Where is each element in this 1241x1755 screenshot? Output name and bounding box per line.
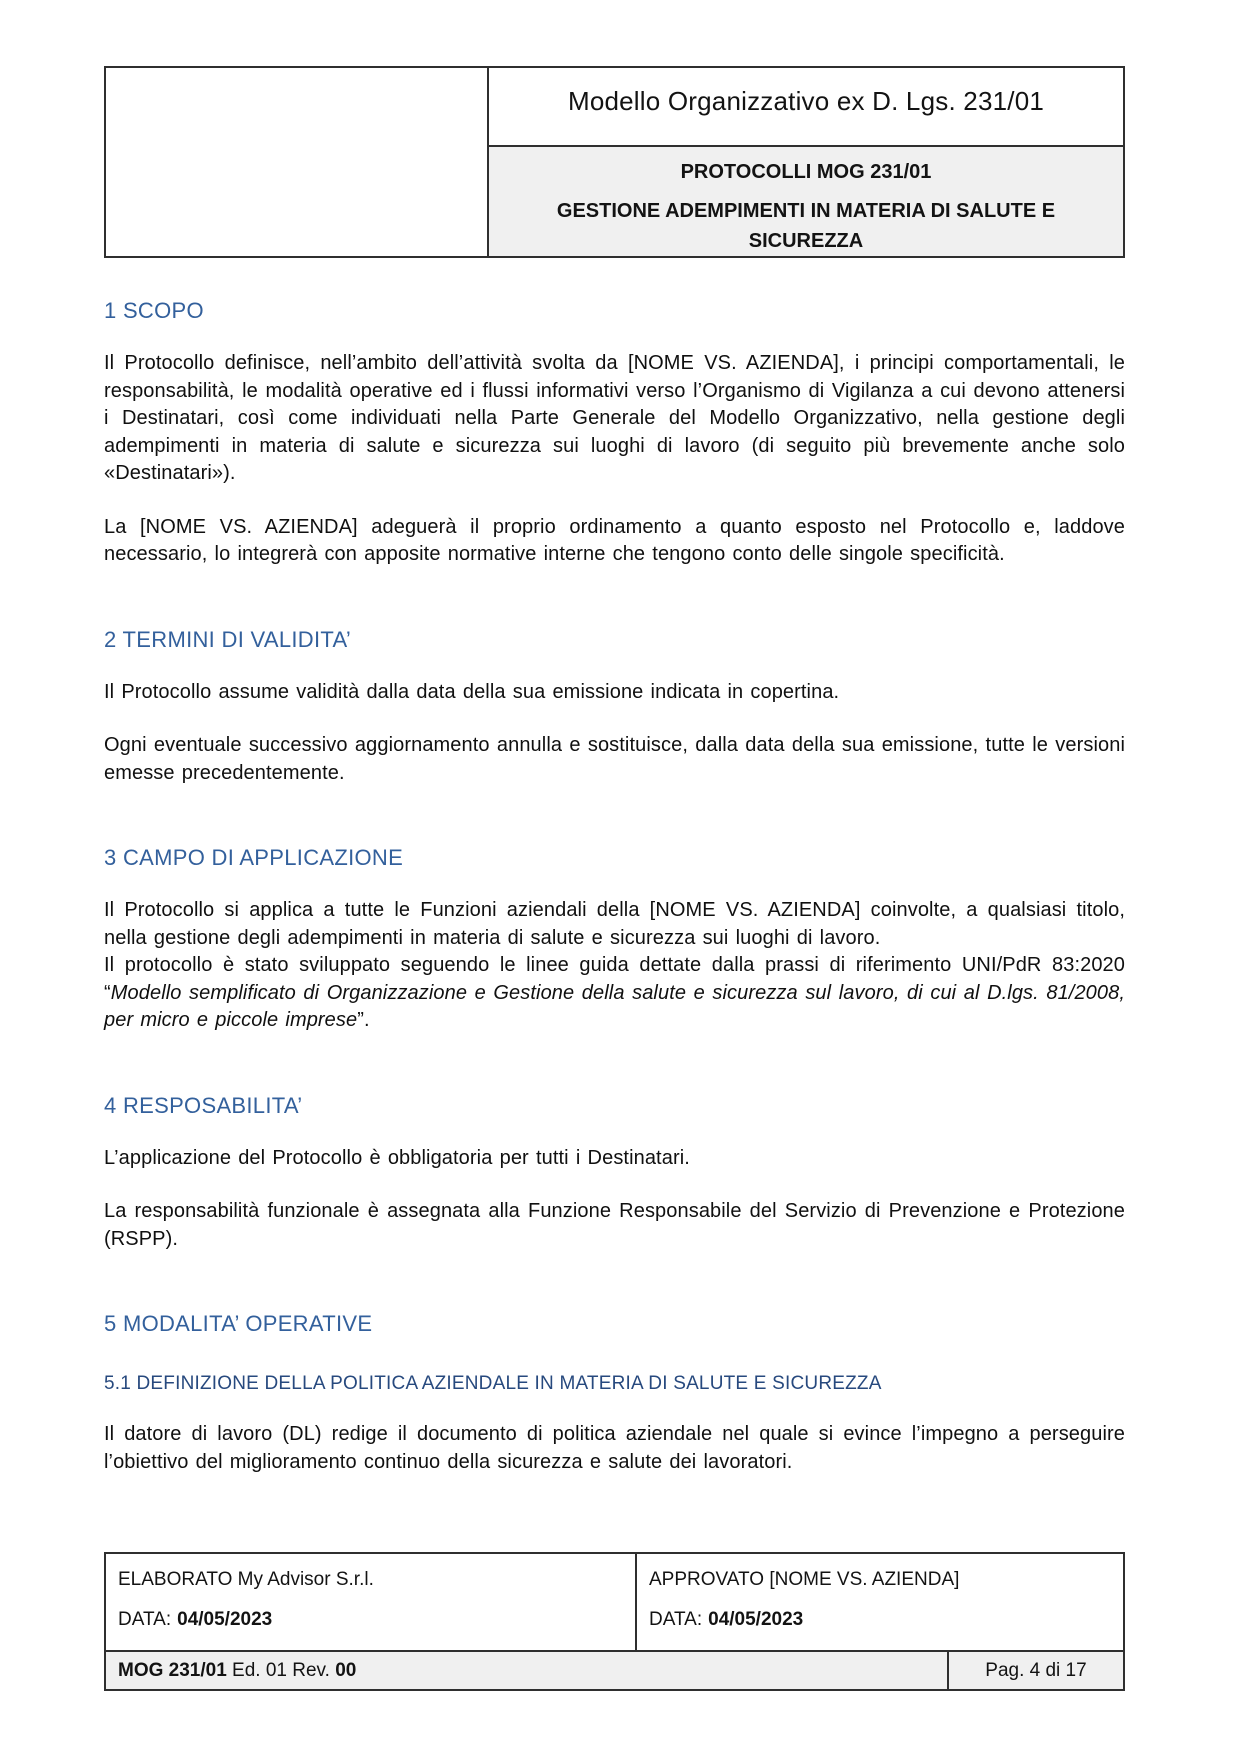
section-heading-responsabilita: 4 RESPOSABILITA’ bbox=[104, 1092, 303, 1118]
document-code bbox=[106, 1652, 947, 1689]
document-model-title: Modello Organizzativo ex D. Lgs. 231/01 bbox=[489, 68, 1123, 147]
header-right-column bbox=[489, 68, 1123, 256]
quoted-reference-text: Modello semplificato di Organizzazione e Gestione della salute e sicurezza sul lavoro, di cui al D.lgs. 81/2008, per micro e piccole imprese bbox=[104, 981, 1125, 1031]
paragraph bbox=[104, 952, 1125, 1035]
paragraph-text: Il protocollo è stato sviluppato seguendo le linee guida dettate dalla prassi di riferimento UNI/PdR 83:2020 “ bbox=[104, 954, 1125, 1004]
header-table bbox=[104, 66, 1125, 258]
footer-elaborato-cell bbox=[106, 1554, 637, 1650]
protocol-line: PROTOCOLLI MOG 231/01 bbox=[680, 161, 932, 183]
section-heading-campo-applicazione: 3 CAMPO DI APPLICAZIONE bbox=[104, 845, 404, 870]
section-heading-termini-validita: 2 TERMINI DI VALIDITA’ bbox=[104, 626, 352, 652]
elaborato-date bbox=[118, 1600, 623, 1640]
paragraph: Il Protocollo definisce, nell’ambito dell’attività svolta da [NOME VS. AZIENDA], i principi comportamentali, le responsabilità, le modalità operative ed i flussi informativi verso l’Organismo di Vigilanza a cui devono attenersi i Destinatari, così come individuati nella Parte Generale del Modello Organizzativo, nella gestione degli adempimenti in materia di salute e sicurezza sui luoghi di lavoro (di seguito più brevemente anche solo «Destinatari»). bbox=[104, 352, 1125, 484]
paragraph: Ogni eventuale successivo aggiornamento annulla e sostituisce, dalla data della sua emissione, tutte le versioni emesse precedentemente. bbox=[104, 734, 1125, 784]
approvato-date bbox=[649, 1600, 1111, 1640]
header-subtitle-cell bbox=[489, 147, 1123, 256]
elaborato-label: ELABORATO My Advisor S.r.l. bbox=[118, 1569, 374, 1590]
approvato-label: APPROVATO [NOME VS. AZIENDA] bbox=[649, 1569, 960, 1590]
code-edition-revision: Ed. 01 Rev. bbox=[226, 1660, 336, 1681]
subsection-heading-politica-aziendale: 5.1 DEFINIZIONE DELLA POLITICA AZIENDALE IN MATERIA DI SALUTE E SICUREZZA bbox=[104, 1373, 882, 1394]
date-label: DATA: bbox=[649, 1609, 703, 1630]
footer-approvato-cell bbox=[637, 1554, 1123, 1650]
footer-approval-row bbox=[104, 1552, 1125, 1652]
document-content bbox=[104, 66, 1125, 1476]
code-revision-number: 00 bbox=[335, 1660, 357, 1681]
footer-code-row bbox=[104, 1652, 1125, 1691]
paragraph-text: ”. bbox=[357, 1009, 370, 1031]
code-id: MOG 231/01 bbox=[118, 1660, 227, 1681]
section-heading-scopo: 1 SCOPO bbox=[104, 298, 204, 323]
paragraph: Il Protocollo assume validità dalla data della sua emissione indicata in copertina. bbox=[104, 680, 840, 703]
page-number: Pag. 4 di 17 bbox=[947, 1652, 1123, 1689]
date-value: 04/05/2023 bbox=[708, 1609, 804, 1630]
logo-cell bbox=[106, 68, 489, 256]
date-value: 04/05/2023 bbox=[177, 1609, 273, 1630]
paragraph: L’applicazione del Protocollo è obbligatoria per tutti i Destinatari. bbox=[104, 1146, 690, 1169]
section-heading-modalita-operative: 5 MODALITA’ OPERATIVE bbox=[104, 1311, 373, 1336]
paragraph: La responsabilità funzionale è assegnata alla Funzione Responsabile del Servizio di Prevenzione e Protezione (RSPP). bbox=[104, 1200, 1125, 1250]
paragraph: Il Protocollo si applica a tutte le Funzioni aziendali della [NOME VS. AZIENDA] coinvolte, a qualsiasi titolo, nella gestione degli adempimenti in materia di salute e sicurezza sui luoghi di lavoro. bbox=[104, 899, 1125, 949]
footer-table bbox=[104, 1552, 1125, 1691]
paragraph: La [NOME VS. AZIENDA] adeguerà il proprio ordinamento a quanto esposto nel Protocollo e, laddove necessario, lo integrerà con apposite normative interne che tengono conto delle singole specificità. bbox=[104, 515, 1125, 565]
date-label: DATA: bbox=[118, 1609, 172, 1630]
document-title: GESTIONE ADEMPIMENTI IN MATERIA DI SALUTE E SICUREZZA bbox=[556, 200, 1056, 252]
paragraph: Il datore di lavoro (DL) redige il documento di politica aziendale nel quale si evince l’impegno a perseguire l’obiettivo del miglioramento continuo della sicurezza e salute dei lavoratori. bbox=[104, 1423, 1125, 1473]
